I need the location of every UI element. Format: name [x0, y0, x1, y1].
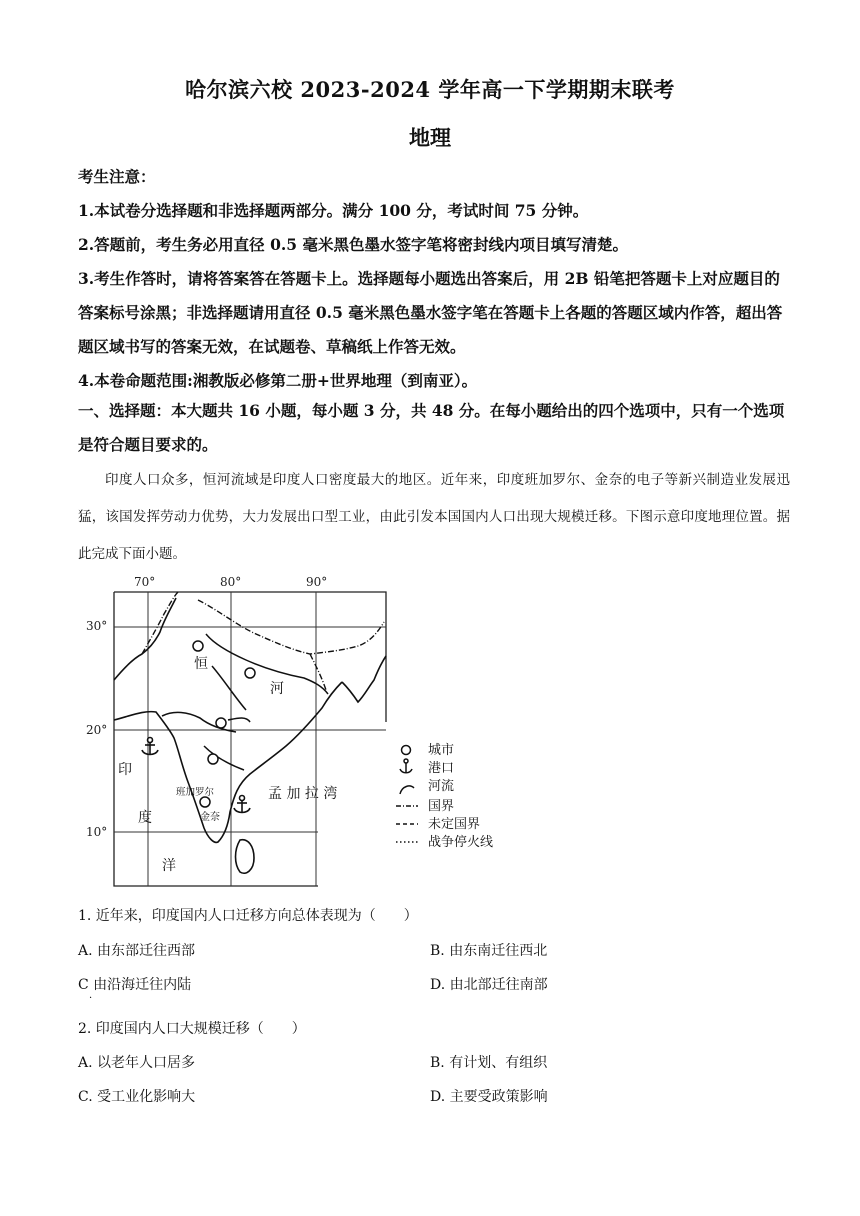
passage-text: 印度人口众多，恒河流域是印度人口密度最大的地区。近年来，印度班加罗尔、金奈的电子等新兴制造业发展迅猛，该国发挥劳动力优势，大力发展出口型工业，由此引发本国国内人口出现大规模迁移。下图示意印度地理位置。据此完成下面小题。: [78, 472, 790, 562]
option-a[interactable]: A. 由东部迁往西部: [78, 943, 196, 959]
river-icon: [400, 786, 414, 794]
legend-label: 战争停火线: [428, 835, 494, 850]
lat-label: 10°: [86, 825, 108, 839]
place-label: 班加罗尔: [176, 787, 215, 798]
option-b[interactable]: B. 由东南迁往西北: [430, 943, 548, 959]
map-legend: [396, 746, 418, 843]
legend-label: 城市: [428, 743, 455, 758]
lat-label: 20°: [86, 723, 108, 737]
place-label: 印: [118, 762, 132, 778]
legend-label: 港口: [428, 761, 455, 776]
place-label: 恒: [194, 656, 208, 672]
option-c[interactable]: C 由沿海迁往内陆: [78, 977, 192, 993]
option-d[interactable]: D. 主要受政策影响: [430, 1089, 548, 1105]
lon-label: 70°: [134, 575, 156, 589]
option-a[interactable]: A. 以老年人口居多: [78, 1055, 196, 1071]
city-icon: [216, 718, 226, 728]
lon-label: 80°: [220, 575, 242, 589]
subject-title: 地理: [409, 125, 451, 150]
notice-item: 3.考生作答时，请将答案答在答题卡上。选择题每小题选出答案后，用 2B 铅笔把答题卡上对应题目的答案标号涂黑；非选择题请用直径 0.5 毫米黑色墨水签字笔在答题卡上各题的答题区域内作答，超出答题区域书写的答案无效，在试题卷、草稿纸上作答无效。: [78, 269, 783, 356]
option-b[interactable]: B. 有计划、有组织: [430, 1055, 548, 1071]
map-frame: [114, 592, 386, 886]
city-icon: [245, 668, 255, 678]
notice-heading: 考生注意：: [78, 167, 156, 186]
place-label: 洋: [162, 858, 176, 874]
city-icon: [208, 754, 218, 764]
port-icon: [400, 759, 412, 773]
port-icon: [234, 796, 250, 813]
port-icon: [142, 738, 158, 755]
graticule: [114, 592, 386, 886]
notice-block: [78, 160, 788, 398]
place-label: 河: [270, 681, 284, 697]
stray-dot: ·: [89, 993, 93, 1004]
notice-item: 2.答题前，考生务必用直径 0.5 毫米黑色墨水签字笔将密封线内项目填写清楚。: [78, 235, 628, 254]
legend-label: 未定国界: [428, 817, 481, 832]
city-icon: [402, 746, 411, 755]
national-border: [142, 592, 384, 690]
india-map-figure: [78, 570, 538, 890]
legend-label: 国界: [428, 799, 455, 814]
legend-label: 河流: [428, 779, 455, 794]
option-d[interactable]: D. 由北部迁往南部: [430, 977, 548, 993]
place-label: 孟 加 拉 湾: [268, 786, 338, 802]
notice-item: 1.本试卷分选择题和非选择题两部分。满分 100 分，考试时间 75 分钟。: [78, 201, 589, 220]
place-label: 金奈: [200, 812, 220, 823]
question-stem: 2. 印度国内人口大规模迁移（ ）: [78, 1021, 306, 1037]
option-c[interactable]: C. 受工业化影响大: [78, 1089, 196, 1105]
section-heading: 一、选择题：本大题共 16 小题，每小题 3 分，共 48 分。在每小题给出的四个选项中，只有一个选项是符合题目要求的。: [78, 401, 785, 454]
city-icon: [200, 797, 210, 807]
lat-label: 30°: [86, 619, 108, 633]
place-label: 度: [138, 810, 152, 826]
question-stem: 1. 近年来，印度国内人口迁移方向总体表现为（ ）: [78, 908, 418, 924]
city-icon: [193, 641, 203, 651]
exam-title: 哈尔滨六校 2023-2024 学年高一下学期期末联考: [185, 77, 675, 102]
lon-label: 90°: [306, 575, 328, 589]
notice-item: 4.本卷命题范围:湘教版必修第二册+世界地理（到南亚）。: [78, 371, 478, 390]
